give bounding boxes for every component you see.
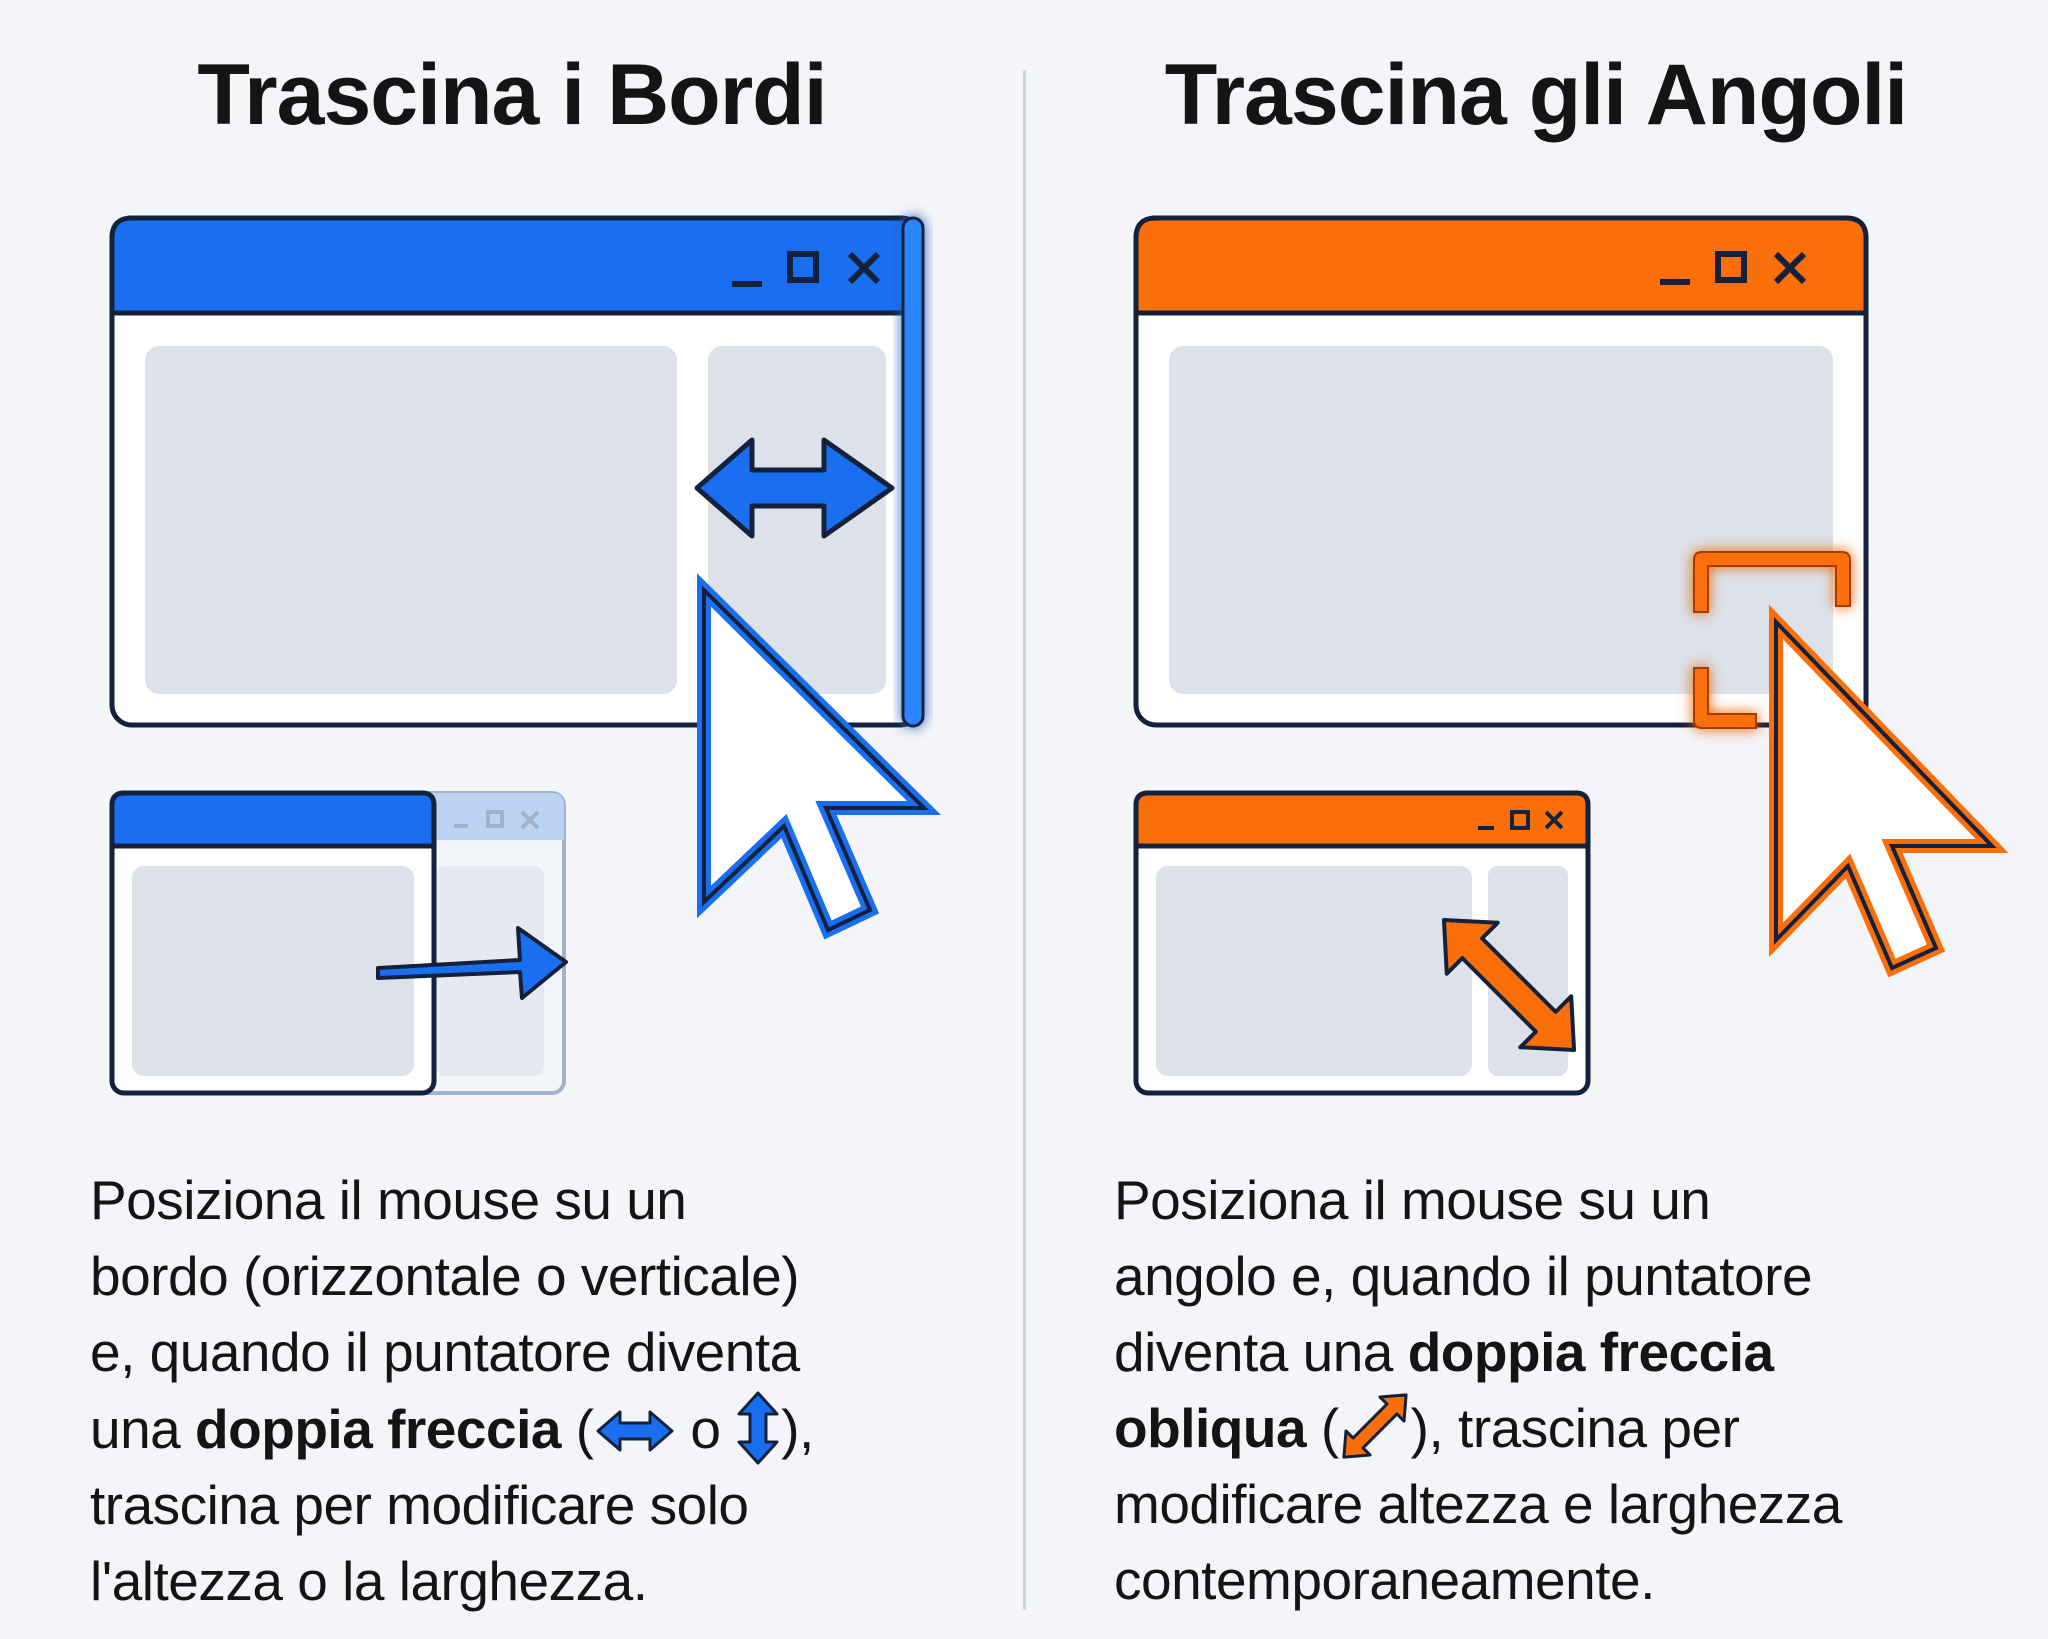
- small-window: [112, 793, 434, 1093]
- large-window: [1136, 218, 1866, 725]
- desc-line: l'altezza o la larghezza.: [90, 1550, 648, 1612]
- corners-illustration: [1024, 0, 2048, 1130]
- edges-title: Trascina i Bordi: [197, 47, 827, 143]
- edges-description: [90, 1162, 814, 1619]
- desc-line: modificare altezza e larghezza: [1114, 1473, 1842, 1535]
- emphasis: obliqua: [1114, 1397, 1307, 1459]
- corners-panel: [1024, 0, 2048, 1639]
- mouse-cursor-icon: [1776, 622, 1992, 968]
- desc-line: diventa una doppia freccia: [1114, 1321, 1774, 1383]
- desc-line: obliqua ( ), trascina per: [1114, 1390, 1842, 1466]
- desc-line: trascina per modificare solo: [90, 1474, 749, 1536]
- horizontal-double-arrow-icon: [594, 1406, 676, 1456]
- desc-line: Posiziona il mouse su un: [1114, 1169, 1711, 1231]
- desc-line: angolo e, quando il puntatore: [1114, 1245, 1813, 1307]
- large-window-titlebar: [1136, 218, 1866, 313]
- content-pane: [1169, 346, 1833, 694]
- desc-line: una doppia freccia ( o ),: [90, 1390, 814, 1467]
- diagonal-double-arrow-icon: [1339, 1391, 1411, 1461]
- content-pane: [145, 346, 677, 694]
- edges-illustration: [0, 0, 1024, 1130]
- desc-line: bordo (orizzontale o verticale): [90, 1245, 800, 1307]
- desc-line: Posiziona il mouse su un: [90, 1169, 687, 1231]
- desc-line: contemporaneamente.: [1114, 1549, 1655, 1611]
- emphasis: doppia freccia: [195, 1398, 561, 1460]
- corners-title: Trascina gli Angoli: [1164, 47, 1908, 143]
- corners-description: [1114, 1162, 1842, 1618]
- vertical-double-arrow-icon: [735, 1390, 781, 1466]
- highlighted-edge: [903, 218, 923, 726]
- emphasis: doppia freccia: [1407, 1321, 1774, 1383]
- large-window-titlebar: [112, 218, 920, 313]
- desc-line: e, quando il puntatore diventa: [90, 1321, 800, 1383]
